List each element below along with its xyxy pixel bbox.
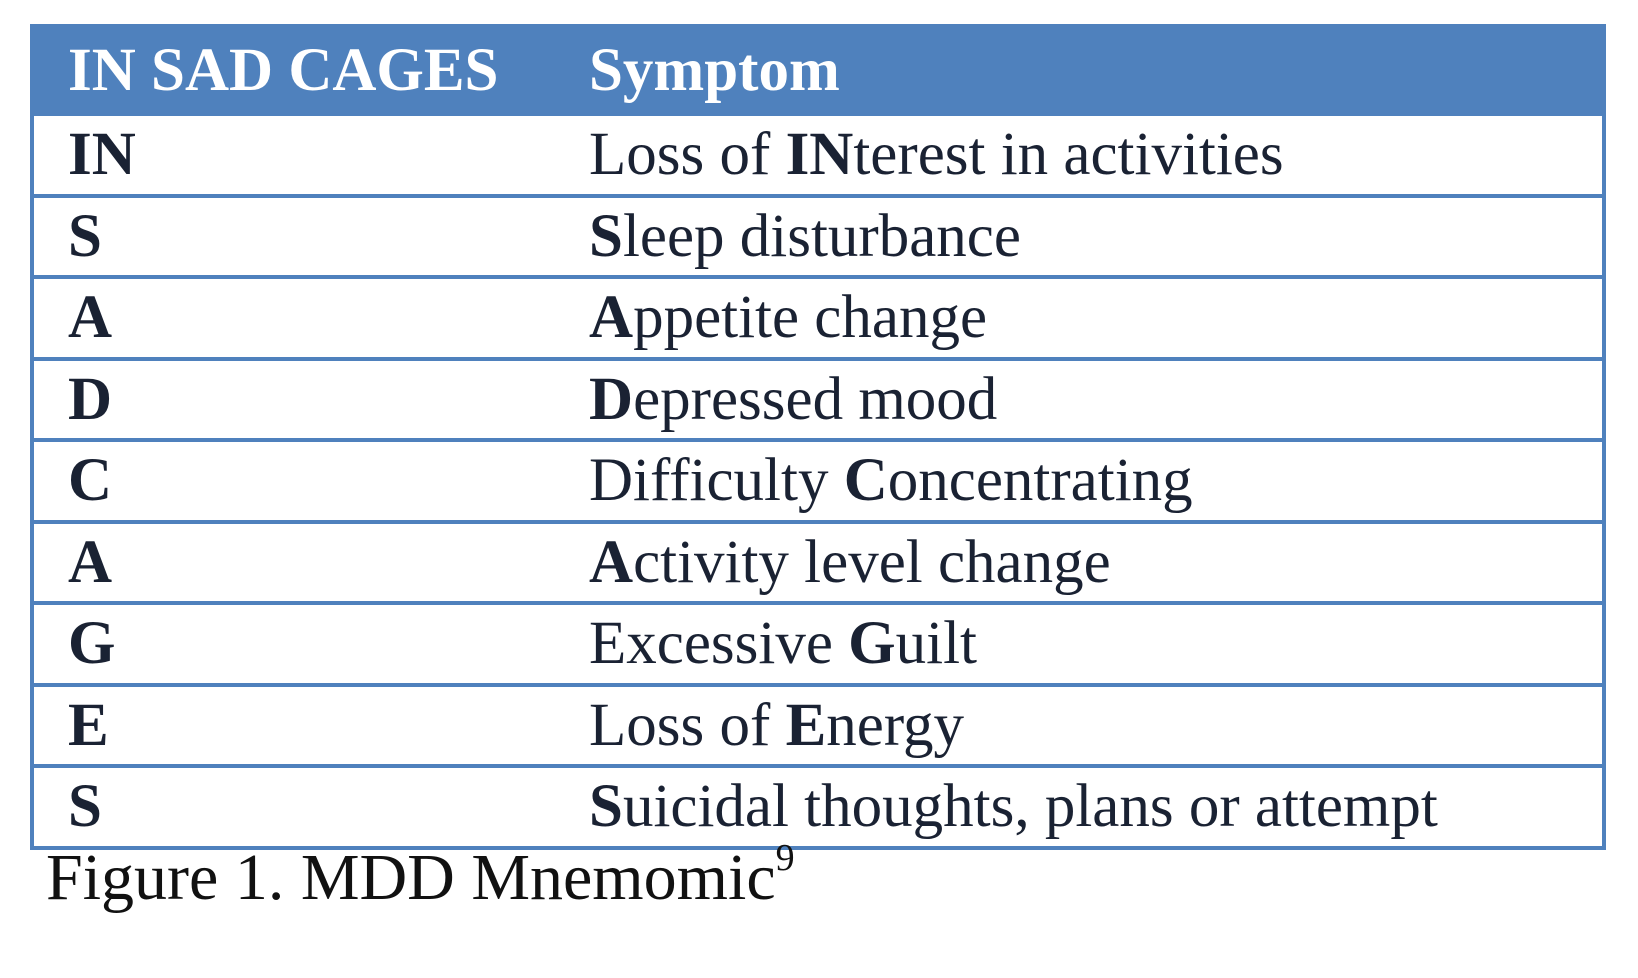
symptom-text-pre: Excessive: [589, 610, 849, 678]
figure-caption: [46, 837, 795, 916]
symptom-text-post: leep disturbance: [622, 202, 1021, 270]
table-row: [34, 683, 1602, 765]
symptom-text-post: terest in activities: [853, 121, 1284, 189]
header-symptom: Symptom: [589, 36, 840, 104]
mnemonic-letter: S: [68, 202, 102, 270]
symptom-cell: [589, 202, 1602, 270]
symptom-cell: [589, 610, 1602, 678]
mnemonic-letter: IN: [68, 121, 136, 189]
mnemonic-letter: E: [68, 691, 109, 759]
table-row: [34, 194, 1602, 276]
symptom-highlight: S: [589, 773, 623, 841]
symptom-text-post: epressed mood: [633, 365, 998, 433]
caption-text: Figure 1. MDD Mnemomic: [46, 841, 776, 914]
symptom-text-post: oncentrating: [887, 447, 1193, 515]
table-row: [34, 112, 1602, 194]
symptom-highlight: E: [785, 691, 827, 759]
symptom-highlight: S: [589, 202, 623, 270]
mnemonic-letter: A: [68, 528, 113, 596]
mnemonic-table: [30, 24, 1606, 850]
mnemonic-letter: C: [68, 447, 113, 515]
mnemonic-letter: A: [68, 284, 113, 352]
symptom-cell: [589, 121, 1602, 189]
symptom-text-post: ppetite change: [633, 284, 988, 352]
table-row: [34, 275, 1602, 357]
symptom-cell: [589, 447, 1602, 515]
symptom-text-post: uilt: [895, 610, 977, 678]
symptom-cell: [589, 773, 1602, 841]
symptom-highlight: IN: [785, 121, 854, 189]
symptom-highlight: A: [589, 284, 634, 352]
caption-footnote-ref: 9: [775, 837, 795, 879]
table-row: [34, 520, 1602, 602]
mnemonic-letter: S: [68, 773, 102, 841]
symptom-highlight: G: [848, 610, 896, 678]
symptom-highlight: A: [589, 528, 634, 596]
symptom-text-pre: Loss of: [589, 121, 786, 189]
header-mnemonic: IN SAD CAGES: [68, 36, 499, 104]
symptom-text-post: nergy: [826, 691, 965, 759]
mnemonic-letter: D: [68, 365, 113, 433]
symptom-text-post: uicidal thoughts, plans or attempt: [622, 773, 1438, 841]
symptom-text-post: ctivity level change: [633, 528, 1111, 596]
symptom-highlight: C: [843, 447, 888, 515]
symptom-cell: [589, 691, 1602, 759]
table-row: [34, 357, 1602, 439]
symptom-text-pre: Loss of: [589, 691, 786, 759]
table-row: [34, 438, 1602, 520]
symptom-highlight: D: [589, 365, 634, 433]
table-row: [34, 764, 1602, 846]
symptom-text-pre: Difficulty: [589, 447, 844, 515]
symptom-cell: [589, 365, 1602, 433]
symptom-cell: [589, 284, 1602, 352]
symptom-cell: [589, 528, 1602, 596]
table-row: [34, 601, 1602, 683]
table-header-row: [34, 28, 1602, 112]
mnemonic-letter: G: [68, 610, 116, 678]
